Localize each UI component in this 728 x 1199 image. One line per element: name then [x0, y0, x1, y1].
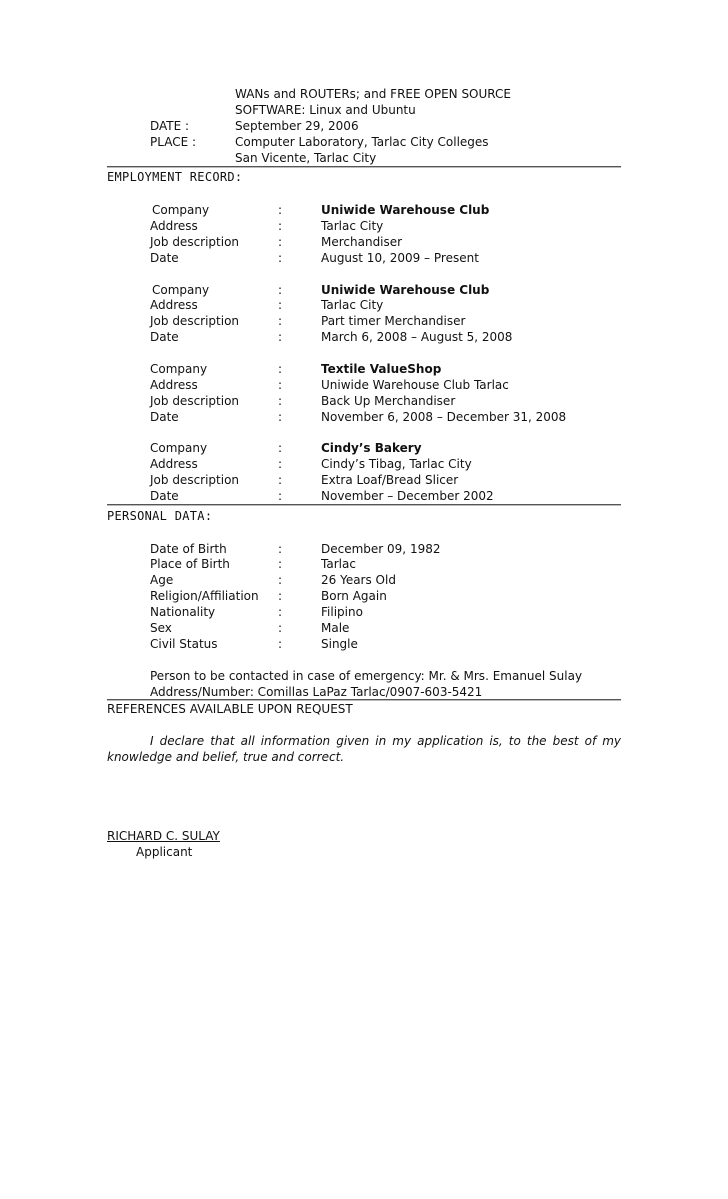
seminar-date-value: September 29, 2006 [235, 119, 359, 133]
seminar-place-value: Computer Laboratory, Tarlac City Colleges [235, 135, 489, 149]
section-divider [107, 504, 621, 506]
personal-label: Date of Birth [150, 542, 227, 556]
applicant-role: Applicant [136, 845, 193, 859]
personal-value: December 09, 1982 [321, 542, 441, 556]
colon: : [278, 219, 283, 233]
personal-value: Born Again [321, 589, 387, 603]
address-label: Address [150, 219, 198, 233]
colon: : [278, 489, 283, 503]
colon: : [278, 589, 283, 603]
company-value: Cindy’s Bakery [321, 441, 422, 455]
colon: : [278, 330, 283, 344]
personal-value: Tarlac [321, 557, 356, 571]
declaration-text: I declare that all information given in my application is, to the best of my knowledge and belief, true and correct. [107, 734, 621, 764]
colon: : [278, 378, 283, 392]
employment-heading: EMPLOYMENT RECORD: [107, 170, 243, 184]
colon: : [278, 410, 283, 424]
date-value: November – December 2002 [321, 489, 494, 503]
job-label: Job description [150, 473, 240, 487]
colon: : [278, 283, 283, 297]
emergency-address-number: Address/Number: Comillas LaPaz Tarlac/0907-603-5421 [150, 685, 483, 699]
personal-label: Age [150, 573, 174, 587]
job-value: Part timer Merchandiser [321, 314, 466, 328]
colon: : [278, 621, 283, 635]
colon: : [278, 394, 283, 408]
address-label: Address [150, 378, 198, 392]
colon: : [278, 203, 283, 217]
colon: : [278, 542, 283, 556]
emergency-contact: Person to be contacted in case of emergency: Mr. & Mrs. Emanuel Sulay [150, 669, 583, 683]
personal-label: Nationality [150, 605, 216, 619]
colon: : [278, 362, 283, 376]
applicant-name: RICHARD C. SULAY [107, 829, 220, 843]
job-label: Job description [150, 314, 240, 328]
personal-value: Single [321, 637, 358, 651]
company-label: Company [150, 441, 208, 455]
colon: : [278, 557, 283, 571]
date-label: Date [150, 330, 179, 344]
company-value: Uniwide Warehouse Club [321, 283, 490, 297]
address-label: Address [150, 298, 198, 312]
seminar-place-value-2: San Vicente, Tarlac City [235, 151, 377, 165]
address-value: Cindy’s Tibag, Tarlac City [321, 457, 472, 471]
date-value: August 10, 2009 – Present [321, 251, 479, 265]
personal-data-heading: PERSONAL DATA: [107, 509, 213, 523]
job-label: Job description [150, 235, 240, 249]
address-value: Uniwide Warehouse Club Tarlac [321, 378, 509, 392]
personal-value: 26 Years Old [321, 573, 396, 587]
company-label: Company [152, 283, 210, 297]
date-value: March 6, 2008 – August 5, 2008 [321, 330, 513, 344]
seminar-title-line2: SOFTWARE: Linux and Ubuntu [235, 103, 416, 117]
personal-label: Place of Birth [150, 557, 230, 571]
address-label: Address [150, 457, 198, 471]
personal-value: Filipino [321, 605, 363, 619]
colon: : [278, 235, 283, 249]
personal-label: Religion/Affiliation [150, 589, 259, 603]
job-value: Extra Loaf/Bread Slicer [321, 473, 459, 487]
colon: : [278, 473, 283, 487]
seminar-date-label: DATE : [150, 119, 190, 133]
colon: : [278, 573, 283, 587]
colon: : [278, 441, 283, 455]
personal-label: Civil Status [150, 637, 218, 651]
colon: : [278, 637, 283, 651]
section-divider [107, 166, 621, 168]
seminar-title-line1: WANs and ROUTERs; and FREE OPEN SOURCE [235, 87, 511, 101]
company-value: Uniwide Warehouse Club [321, 203, 490, 217]
date-label: Date [150, 251, 179, 265]
colon: : [278, 251, 283, 265]
company-label: Company [152, 203, 210, 217]
company-label: Company [150, 362, 208, 376]
date-label: Date [150, 489, 179, 503]
personal-value: Male [321, 621, 350, 635]
colon: : [278, 605, 283, 619]
job-label: Job description [150, 394, 240, 408]
references-note: REFERENCES AVAILABLE UPON REQUEST [107, 702, 353, 716]
date-value: November 6, 2008 – December 31, 2008 [321, 410, 567, 424]
date-label: Date [150, 410, 179, 424]
company-value: Textile ValueShop [321, 362, 442, 376]
seminar-place-label: PLACE : [150, 135, 197, 149]
personal-label: Sex [150, 621, 172, 635]
address-value: Tarlac City [321, 219, 384, 233]
colon: : [278, 298, 283, 312]
colon: : [278, 314, 283, 328]
job-value: Back Up Merchandiser [321, 394, 456, 408]
colon: : [278, 457, 283, 471]
address-value: Tarlac City [321, 298, 384, 312]
job-value: Merchandiser [321, 235, 403, 249]
